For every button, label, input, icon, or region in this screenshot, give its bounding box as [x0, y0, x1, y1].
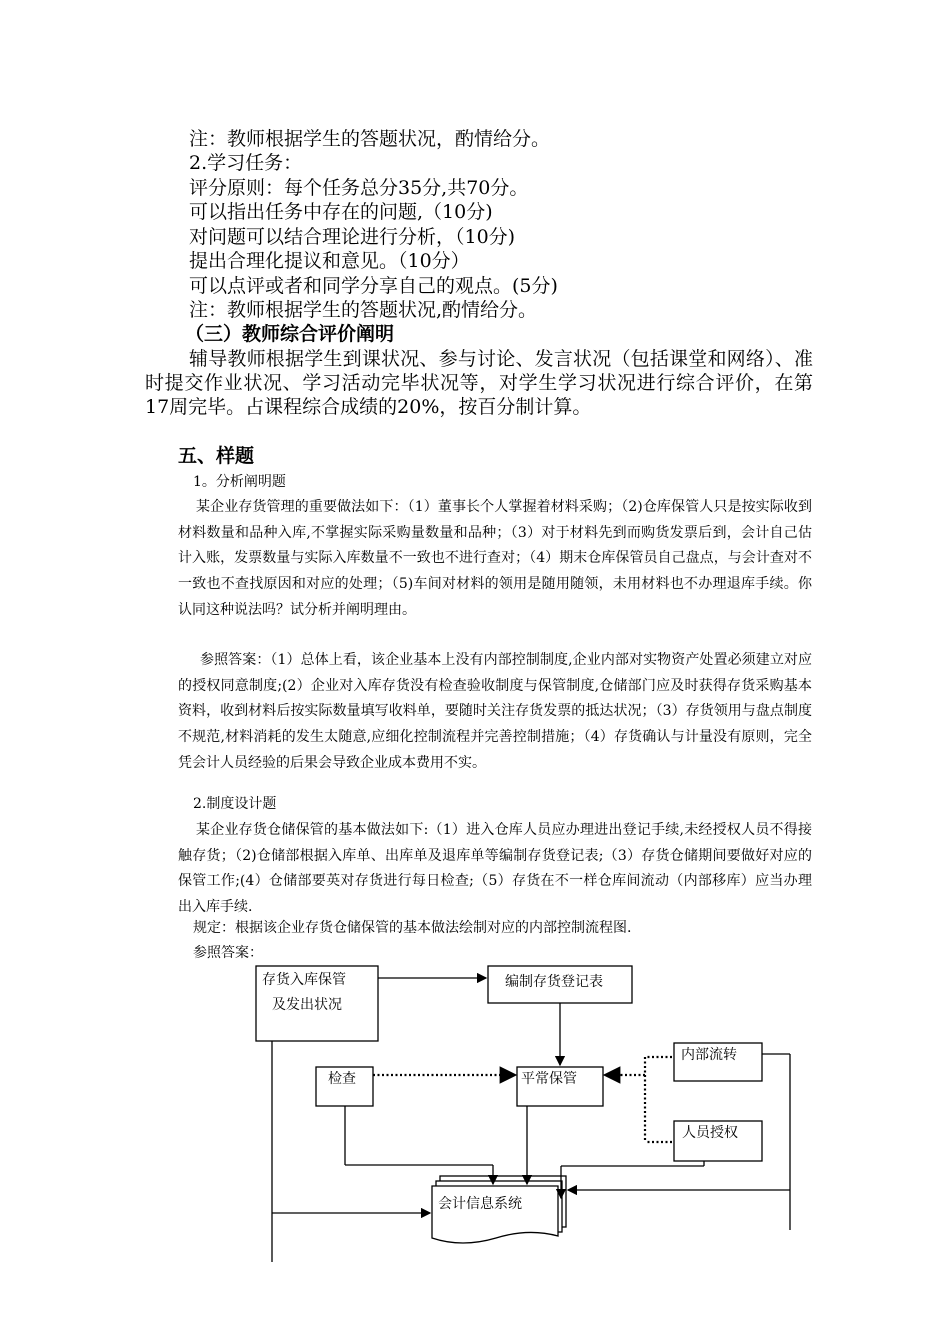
scoring-item-3: 提出合理化提议和意见。（10分）: [189, 250, 470, 272]
inbound-box-label-2: 及发出状况: [272, 997, 342, 1013]
accounting-system-label: 会计信息系统: [438, 1196, 522, 1212]
section-three-heading: （三）教师综合评价阐明: [185, 323, 395, 345]
task-heading: 2.学习任务：: [189, 152, 303, 174]
section-five-heading: 五、样题: [178, 445, 255, 467]
inbound-box-label-1: 存货入库保管: [262, 972, 346, 988]
note-1: 注：教师根据学生的答题状况，酌情给分。: [189, 128, 551, 150]
question-2-requirement: 规定：根据该企业存货仓储保管的基本做法绘制对应的内部控制流程图.: [193, 920, 632, 936]
scoring-item-1: 可以指出任务中存在的问题,（10分): [189, 201, 493, 223]
personnel-authorization-label: 人员授权: [682, 1125, 738, 1141]
section-three-body: 辅导教师根据学生到课状况、参与讨论、发言状况（包括课堂和网络）、准时提交作业状况、学习活动完毕状况等，对学生学习状况进行综合评价，在第17周完毕。占课程综合成绩的20%，按百分制计算。: [145, 348, 813, 418]
question-2-body: 某企业存货仓储保管的基本做法如下:（1）进入仓库人员应办理进出登记手续,未经授权人员不得接触存货；（2)仓储部根据入库单、出库单及退库单等编制存货登记表;（3）存货仓储期间要做好对应的保管工作;(4）仓储部要英对存货进行每日检查;（5）存货在不一样仓库间流动（内部移库）应当办理出入库手续.: [178, 822, 812, 916]
internal-transfer-label: 内部流转: [681, 1047, 737, 1063]
question-2-answer-label: 参照答案：: [193, 945, 263, 961]
inspection-label: 检查: [328, 1071, 356, 1087]
question-1-body: 某企业存货管理的重要做法如下：（1）董事长个人掌握着材料采购；（2)仓库保管人只是按实际收到材料数量和品种入库,不掌握实际采购量数量和品种；（3）对于材料先到而购货发票后到，会计自己估计入账，发票数量与实际入库数量不一致也不进行查对；（4）期末仓库保管员自己盘点，与会计查对不一致也不查找原因和对应的处理；（5)车间对材料的领用是随用随领，未用材料也不办理退库手续。你认同这种说法吗？试分析并阐明理由。: [178, 499, 812, 618]
question-1-answer: 参照答案：（1）总体上看，该企业基本上没有内部控制制度,企业内部对实物资产处置必须建立对应的授权同意制度;(2）企业对入库存货没有检查验收制度与保管制度,仓储部门应及时获得存货采购基本资料，收到材料后按实际数量填写收料单，要随时关注存货发票的抵达状况；（3）存货领用与盘点制度不规范,材料消耗的发生太随意,应细化控制流程并完善控制措施；（4）存货确认与计量没有原则，完全凭会计人员经验的后果会导致企业成本费用不实。: [178, 652, 812, 771]
scoring-item-2: 对问题可以结合理论进行分析，（10分): [189, 226, 516, 248]
question-2-title: 2.制度设计题: [193, 796, 277, 812]
scoring-item-4: 可以点评或者和同学分享自己的观点。(5分): [189, 275, 558, 297]
register-box-label: 编制存货登记表: [505, 974, 603, 990]
scoring-principle: 评分原则：每个任务总分35分,共70分。: [189, 177, 529, 199]
question-1-title: 1。分析阐明题: [193, 474, 286, 490]
daily-custody-label: 平常保管: [521, 1071, 577, 1087]
note-2: 注：教师根据学生的答题状况,酌情给分。: [189, 299, 538, 321]
